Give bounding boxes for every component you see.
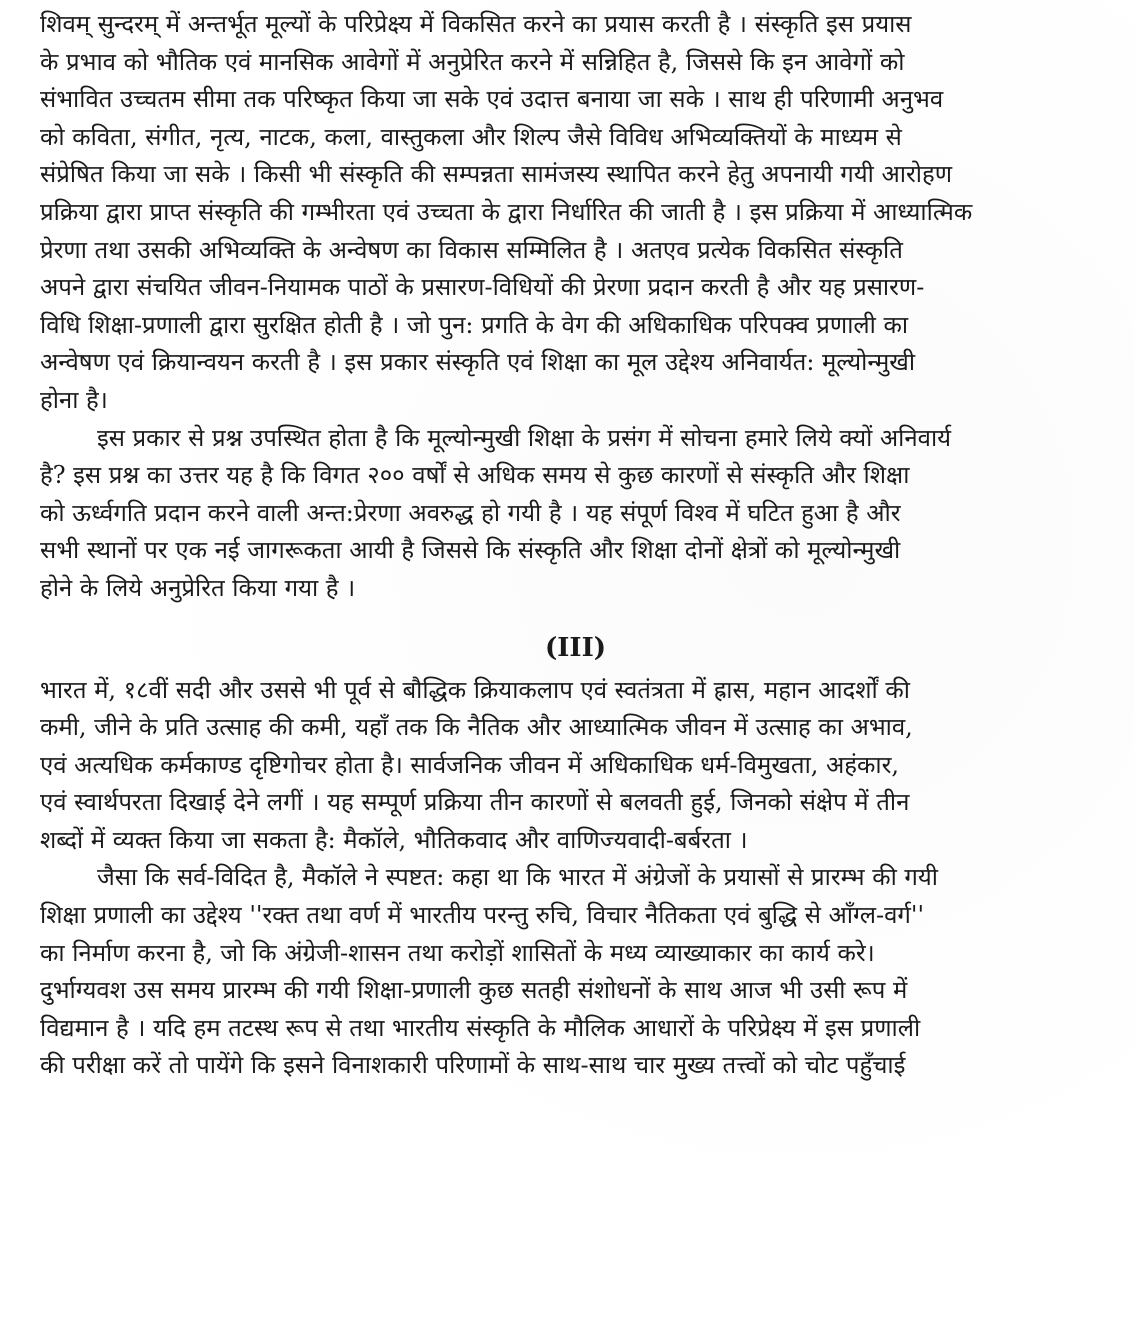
text-line: विद्यमान है । यदि हम तटस्थ रूप से तथा भारतीय संस्कृति के मौलिक आधारों के परिप्रेक्ष्य में इस प्रणाली: [40, 1013, 921, 1042]
text-line: संप्रेषित किया जा सके । किसी भी संस्कृति की सम्पन्नता सामंजस्य स्थापित करने हेतु अपनायी गयी आरोहण: [40, 160, 953, 189]
text-line: अपने द्वारा संचयित जीवन-नियामक पाठों के प्रसारण-विधियों की प्रेरणा प्रदान करती है और यह प्रसारण-: [40, 273, 925, 302]
text-line: एवं स्वार्थपरता दिखाई देने लगीं । यह सम्पूर्ण प्रक्रिया तीन कारणों से बलवती हुई, जिनको संक्षेप में तीन: [40, 788, 910, 817]
text-line: शब्दों में व्यक्त किया जा सकता है: मैकॉले, भौतिकवाद और वाणिज्यवादी-बर्बरता ।: [40, 825, 748, 854]
text-line: एवं अत्यधिक कर्मकाण्ड दृष्टिगोचर होता है। सार्वजनिक जीवन में अधिकाधिक धर्म-विमुखता, अहंकार,: [40, 750, 900, 779]
text-line: की परीक्षा करें तो पायेंगे कि इसने विनाशकारी परिणामों के साथ-साथ चार मुख्य तत्त्वों को चोट पहुँचाई: [40, 1051, 906, 1080]
paragraph-2: [40, 420, 1131, 608]
text-line: अन्वेषण एवं क्रियान्वयन करती है । इस प्रकार संस्कृति एवं शिक्षा का मूल उद्देश्य अनिवार्यत: मूल्योन्मुखी: [40, 348, 916, 377]
text-line: जैसा कि सर्व-विदित है, मैकॉले ने स्पष्टत: कहा था कि भारत में अंग्रेजों के प्रयासों से प्रारम्भ की गयी: [97, 863, 938, 892]
text-line: दुर्भाग्यवश उस समय प्रारम्भ की गयी शिक्षा-प्रणाली कुछ सतही संशोधनों के साथ आज भी उसी रूप में: [40, 976, 908, 1005]
text-line: शिक्षा प्रणाली का उद्देश्य ''रक्त तथा वर्ण में भारतीय परन्तु रुचि, विचार नैतिकता एवं बुद्धि से आँग्ल-वर्ग'': [40, 901, 925, 930]
text-line: होने के लिये अनुप्रेरित किया गया है ।: [40, 573, 356, 602]
text-line: शिवम् सुन्दरम् में अन्तर्भूत मूल्यों के परिप्रेक्ष्य में विकसित करने का प्रयास करती है । संस्कृति इस प्रयास: [40, 10, 912, 38]
text-line: कमी, जीने के प्रति उत्साह की कमी, यहाँ तक कि नैतिक और आध्यात्मिक जीवन में उत्साह का अभाव,: [40, 713, 913, 742]
text-line: का निर्माण करना है, जो कि अंग्रेजी-शासन तथा करोड़ों शासितों के मध्य व्याख्याकार का कार्य करे।: [40, 938, 875, 967]
text-line: भारत में, १८वीं सदी और उससे भी पूर्व से बौद्धिक क्रियाकलाप एवं स्वतंत्रता में ह्रास, महान आदर्शों की: [40, 675, 910, 704]
text-line: प्रक्रिया द्वारा प्राप्त संस्कृति की गम्भीरता एवं उच्चता के द्वारा निर्धारित की जाती है । इस प्रक्रिया में आध्यात्मिक: [40, 197, 973, 226]
paragraph-3: [40, 672, 1131, 860]
text-line: को ऊर्ध्वगति प्रदान करने वाली अन्त:प्रेरणा अवरुद्ध हो गयी है । यह संपूर्ण विश्व में घटित हुआ है और: [40, 498, 901, 527]
text-line: सभी स्थानों पर एक नई जागरूकता आयी है जिससे कि संस्कृति और शिक्षा दोनों क्षेत्रों को मूल्योन्मुखी: [40, 536, 901, 565]
text-line: के प्रभाव को भौतिक एवं मानसिक आवेगों में अनुप्रेरित करने में सन्निहित है, जिससे कि इन आवेगों को: [40, 47, 905, 76]
text-line: है? इस प्रश्न का उत्तर यह है कि विगत २०० वर्षों से अधिक समय से कुछ कारणों से संस्कृति और शिक्षा: [40, 461, 910, 490]
text-line: होना है।: [40, 385, 108, 414]
section-heading: (III): [544, 632, 607, 663]
text-line: विधि शिक्षा-प्रणाली द्वारा सुरक्षित होती है । जो पुन: प्रगति के वेग की अधिकाधिक परिपक्व प्रणाली का: [40, 310, 909, 339]
text-line: इस प्रकार से प्रश्न उपस्थित होता है कि मूल्योन्मुखी शिक्षा के प्रसंग में सोचना हमारे लिये क्यों अनिवार्य: [97, 423, 952, 452]
text-line: प्रेरणा तथा उसकी अभिव्यक्ति के अन्वेषण का विकास सम्मिलित है । अतएव प्रत्येक विकसित संस्कृति: [40, 235, 903, 264]
paragraph-1: [40, 6, 1131, 420]
text-line: संभावित उच्चतम सीमा तक परिष्कृत किया जा सके एवं उदात्त बनाया जा सके । साथ ही परिणामी अनुभव: [40, 85, 944, 114]
text-line: को कविता, संगीत, नृत्य, नाटक, कला, वास्तुकला और शिल्प जैसे विविध अभिव्यक्तियों के माध्यम से: [40, 122, 902, 151]
paragraph-4: [40, 859, 1131, 1085]
